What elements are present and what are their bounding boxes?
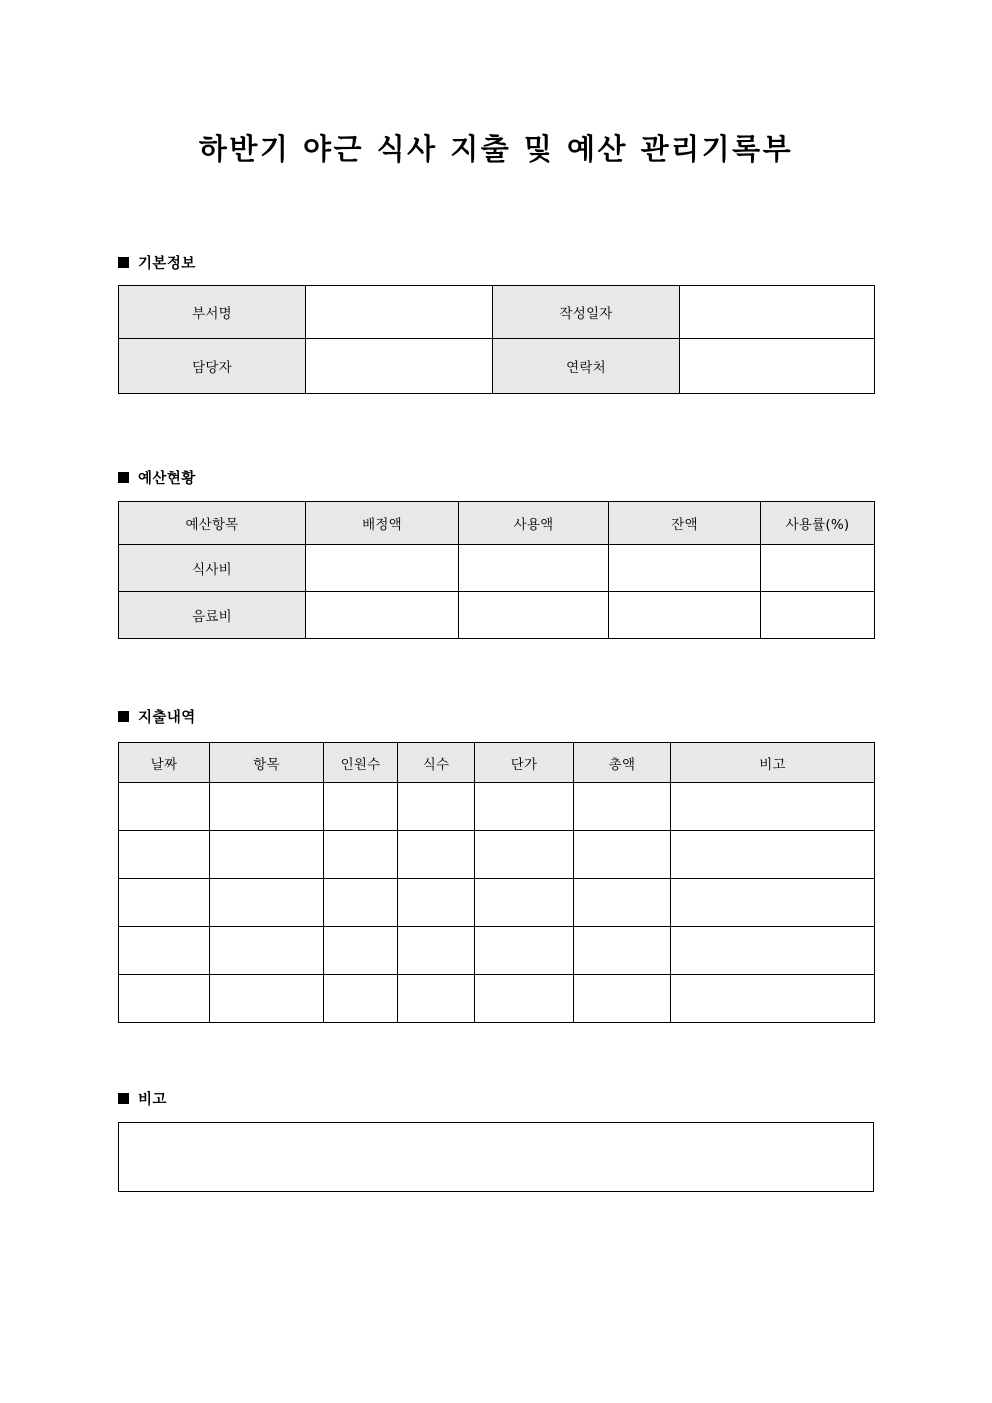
col-header-note: 비고 <box>671 743 875 783</box>
section-heading-remarks <box>118 1088 167 1109</box>
col-header-item: 항목 <box>210 743 324 783</box>
cell-unit-price[interactable] <box>475 927 574 975</box>
cell-label-contact: 연락처 <box>493 339 680 394</box>
cell-item[interactable] <box>210 831 324 879</box>
filled-square-bullet-icon <box>118 257 129 268</box>
cell-used[interactable] <box>459 545 609 592</box>
cell-value-manager[interactable] <box>306 339 493 394</box>
section-heading-basic-info <box>118 252 196 273</box>
col-header-usage-rate: 사용률(%) <box>761 502 875 545</box>
table-header-row <box>119 502 875 545</box>
cell-total[interactable] <box>574 783 671 831</box>
section-heading-label: 예산현황 <box>138 471 196 487</box>
table-row <box>119 592 875 639</box>
col-header-used: 사용액 <box>459 502 609 545</box>
cell-unit-price[interactable] <box>475 783 574 831</box>
budget-status-table <box>118 501 875 639</box>
cell-item[interactable] <box>210 879 324 927</box>
col-header-unit-price: 단가 <box>475 743 574 783</box>
col-header-allocated: 배정액 <box>306 502 459 545</box>
cell-meals[interactable] <box>398 879 475 927</box>
cell-value-department[interactable] <box>306 286 493 339</box>
cell-budget-item: 식사비 <box>119 545 306 592</box>
section-heading-label: 비고 <box>138 1092 167 1108</box>
cell-date[interactable] <box>119 783 210 831</box>
page-title: 하반기 야근 식사 지출 및 예산 관리기록부 <box>198 132 794 166</box>
cell-allocated[interactable] <box>306 545 459 592</box>
cell-value-write-date[interactable] <box>680 286 875 339</box>
cell-unit-price[interactable] <box>475 879 574 927</box>
table-row <box>119 975 875 1023</box>
cell-unit-price[interactable] <box>475 975 574 1023</box>
cell-date[interactable] <box>119 975 210 1023</box>
cell-item[interactable] <box>210 927 324 975</box>
cell-headcount[interactable] <box>324 879 398 927</box>
table-row <box>119 286 875 339</box>
basic-info-table <box>118 285 875 394</box>
cell-meals[interactable] <box>398 831 475 879</box>
section-heading-label: 지출내역 <box>138 710 196 726</box>
col-header-headcount: 인원수 <box>324 743 398 783</box>
cell-total[interactable] <box>574 879 671 927</box>
section-heading-budget-status <box>118 467 196 488</box>
filled-square-bullet-icon <box>118 711 129 722</box>
cell-note[interactable] <box>671 831 875 879</box>
cell-item[interactable] <box>210 975 324 1023</box>
cell-note[interactable] <box>671 927 875 975</box>
cell-label-manager: 담당자 <box>119 339 306 394</box>
table-row <box>119 927 875 975</box>
cell-meals[interactable] <box>398 975 475 1023</box>
cell-usage-rate[interactable] <box>761 592 875 639</box>
cell-date[interactable] <box>119 879 210 927</box>
cell-balance[interactable] <box>609 592 761 639</box>
table-row <box>119 545 875 592</box>
cell-balance[interactable] <box>609 545 761 592</box>
cell-meals[interactable] <box>398 927 475 975</box>
col-header-balance: 잔액 <box>609 502 761 545</box>
cell-used[interactable] <box>459 592 609 639</box>
table-row <box>119 339 875 394</box>
cell-note[interactable] <box>671 783 875 831</box>
cell-value-contact[interactable] <box>680 339 875 394</box>
cell-total[interactable] <box>574 975 671 1023</box>
cell-date[interactable] <box>119 831 210 879</box>
cell-headcount[interactable] <box>324 783 398 831</box>
cell-label-department: 부서명 <box>119 286 306 339</box>
col-header-total: 총액 <box>574 743 671 783</box>
table-row <box>119 831 875 879</box>
col-header-date: 날짜 <box>119 743 210 783</box>
cell-date[interactable] <box>119 927 210 975</box>
cell-headcount[interactable] <box>324 927 398 975</box>
cell-total[interactable] <box>574 831 671 879</box>
cell-headcount[interactable] <box>324 975 398 1023</box>
cell-meals[interactable] <box>398 783 475 831</box>
col-header-budget-item: 예산항목 <box>119 502 306 545</box>
filled-square-bullet-icon <box>118 472 129 483</box>
filled-square-bullet-icon <box>118 1093 129 1104</box>
cell-allocated[interactable] <box>306 592 459 639</box>
cell-budget-item: 음료비 <box>119 592 306 639</box>
table-header-row <box>119 743 875 783</box>
cell-label-write-date: 작성일자 <box>493 286 680 339</box>
section-heading-expenditure <box>118 706 196 727</box>
col-header-meals: 식수 <box>398 743 475 783</box>
section-heading-label: 기본정보 <box>138 256 196 272</box>
remarks-textarea[interactable] <box>118 1122 874 1192</box>
cell-headcount[interactable] <box>324 831 398 879</box>
expenditure-table <box>118 742 875 1023</box>
table-row <box>119 879 875 927</box>
cell-note[interactable] <box>671 975 875 1023</box>
cell-item[interactable] <box>210 783 324 831</box>
cell-total[interactable] <box>574 927 671 975</box>
cell-unit-price[interactable] <box>475 831 574 879</box>
table-row <box>119 783 875 831</box>
cell-note[interactable] <box>671 879 875 927</box>
cell-usage-rate[interactable] <box>761 545 875 592</box>
